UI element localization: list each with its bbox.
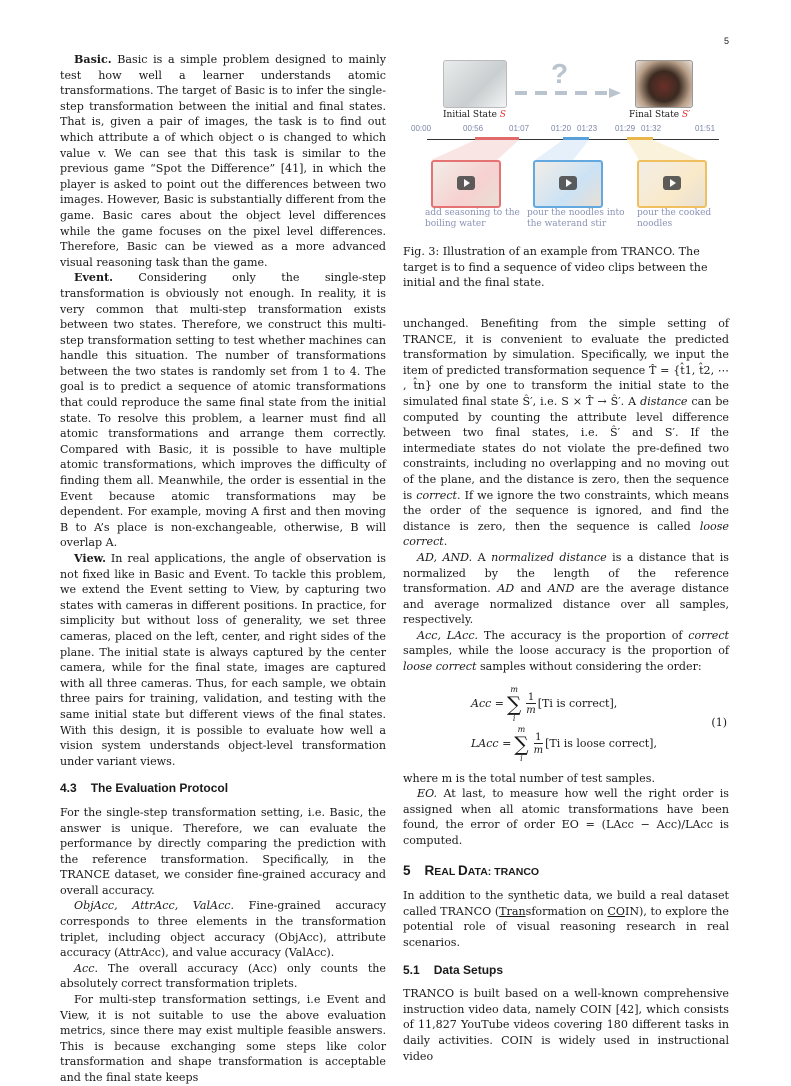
eval-p3-text: The overall accuracy (Acc) only counts the absolutely correct transformation triplets. [60,961,386,991]
clip-label-1: add seasoning to the boiling water [425,208,520,229]
frac-den: m [526,704,536,716]
initial-state-label [443,110,506,120]
eval-paragraph-1: For the single-step transformation setting, i.e. Basic, the answer is unique. Therefore, we can evaluate the performance by directly comparing the prediction with the reference transformation. Specifically, in the TRANCE dataset, we consider fine-grained accuracy and overall accuracy. [60,805,386,897]
video-clip-1[interactable] [431,160,501,208]
play-icon [457,176,475,190]
p6c: IN), to explore the potential role of visual reasoning research in real scenarios. [403,904,729,949]
eo-paragraph [403,786,729,848]
sum-upper: m [510,684,518,694]
event-heading: Event. [74,271,114,285]
p1d-text: . [443,535,448,549]
p2b: is a distance that is normalized by the length of the reference transformation. [403,550,729,596]
basic-heading: Basic. [74,53,112,66]
p2-lead: AD, AND. [417,550,473,564]
eq-acc-lhs: Acc = [471,696,504,710]
p5-lead: EO. [417,787,438,801]
initial-state-symbol: S [499,110,506,120]
tick-label: 01:29 [615,124,636,133]
p2-and: AND [547,582,575,596]
basic-text: Basic is a simple problem designed to mainly test how well a learner understands atomic transformations. The target of Basic is to infer the single-step transformation between the initial and final states. That is, given a pair of images, the task is to find out which attribute a of which object o is changed to which value v. We can see that this task is similar to the previous game “Spot the Difference” [41], in which the player is asked to point out the differences between two images. However, Basic is substantially different from the game. Basic cares about the object level differences while the game focuses on the pixel level differences. Therefore, Basic can be viewed as a more advanced visual reasoning task than the game. [60,53,386,269]
p1c-text: . If we ignore the two constraints, which means the order of the sequence is ignored, and find the distance is zero, then the sequence is called [403,488,729,533]
where-paragraph: where m is the total number of test samples. [403,771,655,785]
tick-label: 00:56 [463,124,484,133]
eval-p2-text: Fine-grained accuracy corresponds to three elements in the transformation triplet, including object accuracy (ObjAcc), attribute accuracy (AttrAcc), and value accuracy (ValAcc). [60,899,386,960]
tranco-intro-paragraph [403,888,729,950]
left-column [60,52,386,1086]
play-icon [663,176,681,190]
right-column [403,316,729,1064]
tick-label: 01:51 [695,124,716,133]
final-state-image [635,60,693,108]
tick-label: 01:20 [551,124,572,133]
section-title: Data Setups [433,962,504,977]
section-title: The Evaluation Protocol [90,781,229,796]
initial-state-text: Initial State [443,110,500,120]
fraction [526,692,535,716]
eq-lacc-row [471,725,657,763]
final-state-text: Final State [629,110,682,120]
section-number: 5.1 [403,962,420,977]
final-state-symbol: S′ [681,110,691,120]
tick-label: 01:07 [509,124,530,133]
section-number: 5 [403,862,411,878]
p2-ad: AD [497,582,515,596]
p1-distance: distance [640,394,688,408]
initial-state-image [443,60,507,108]
clip-connector-lines [403,138,733,162]
page-number: 5 [723,36,729,46]
sum-lower: i [512,713,516,723]
p1b-text: can be computed by counting the attribute level difference between two final states, i.e. Ŝ′ and S′. If the intermediate states do not violate the pre-defined two constraints, including no overlapping and no moving out of the plane, and the distance is zero, then the sequence is [403,394,729,502]
p1-text: unchanged. Benefiting from the simple setting of TRANCE, it is convenient to evaluate the predicted transformation by simulation. Specifically, we input the item of predicted transformation sequence T̂ = {t̂1, t̂2, ⋯ , t̂n} one by one to transform the initial state to the simulated final state Ŝ′, i.e. S × T̂ → Ŝ′. A [403,317,729,408]
p3-correct: correct [688,628,729,642]
section-5-1-heading [403,963,729,979]
sec5-a: R [424,862,435,878]
frac-num: 1 [527,691,535,703]
clip-label-3: pour the cooked noodles [637,208,712,229]
section-4-3-heading [60,781,386,797]
eval-p2-lead: ObjAcc, AttrAcc, ValAcc. [74,899,235,913]
p2a: A [472,550,492,564]
p2-nd: normalized distance [491,550,607,564]
video-clip-2[interactable] [533,160,603,208]
frac-num: 1 [535,731,542,743]
view-paragraph [60,551,386,769]
section-5-heading [403,863,729,881]
section-number: 4.3 [60,781,77,796]
video-clip-3[interactable] [637,160,707,208]
fraction [534,732,543,756]
play-icon [559,176,577,190]
ad-and-paragraph [403,550,729,628]
data-setups-paragraph: TRANCO is built based on a well-known comprehensive instruction video data, namely COIN [42], which consists of 11,827 YouTube videos covering 180 different tasks in daily activities. COIN is widely used in instructional video [403,987,729,1063]
p2c: and [514,582,548,596]
p2d: are the average distance and average normalized distance over all samples, respectively. [403,582,729,627]
sum-symbol: m ∑ i [506,684,522,723]
eval-p3-lead: Acc. [74,961,98,975]
p3-lead: Acc, LAcc. [417,628,479,642]
tick-label: 01:23 [577,124,598,133]
basic-paragraph [60,52,386,270]
event-paragraph [60,270,386,551]
figure-caption: Fig. 3: Illustration of an example from TRANCO. The target is to find a sequence of video clips between the initial and the final state. [403,245,708,290]
clip-label-2: pour the noodles into the waterand stir [527,208,625,229]
tick-label: 00:00 [411,124,432,133]
dashed-arrow-icon [515,88,621,98]
eval-paragraph-3 [60,961,386,992]
eval-paragraph-4: For multi-step transformation settings, i.e Event and View, it is not suitable to use the above evaluation metrics, since there may exist multiple feasible answers. This is because exchanging some steps like color transformation and shape transformation is acceptable and the final state keeps [60,993,386,1084]
sum-symbol: m ∑ i [514,724,529,763]
sec5-b: EAL [434,865,458,878]
eval-paragraph-2 [60,898,386,960]
eq-acc-rhs: [Ti is correct], [537,696,618,710]
sum-upper: m [517,724,526,734]
eq-lacc-lhs: LAcc = [471,736,512,750]
p3b: samples, while the loose accuracy is the proportion of [403,644,729,658]
p6-trans: Tran [499,904,526,918]
acc-lacc-paragraph [403,628,729,675]
eq-lacc-rhs: [Ti is loose correct], [545,736,657,750]
p6a: In addition to the synthetic data, we build a real dataset called TRANCO ( [403,889,729,918]
sec5-c: D [458,862,468,878]
sec5-d: ATA: TRANCO [467,865,540,878]
eq-acc-row [471,685,617,723]
final-state-label [629,110,690,120]
p6-co: CO [607,904,625,918]
p6b: sformation on [525,904,608,918]
figure-3 [403,52,733,242]
equation-number: (1) [711,715,727,729]
simulation-paragraph [403,316,729,550]
p3c: samples without considering the order: [476,660,702,674]
view-heading: View. [74,552,106,565]
p3a: The accuracy is the proportion of [478,628,689,642]
p3-loose: loose correct [403,660,477,674]
frac-den: m [533,744,544,756]
p1-correct: correct [416,488,458,502]
question-mark: ? [551,58,569,89]
sum-lower: i [520,753,523,763]
p5-text: At last, to measure how well the right order is assigned when all atomic transformations have been found, the error of order EO = (LAcc − Acc)/LAcc is computed. [403,787,729,848]
equation-1 [403,683,729,765]
tick-label: 01:32 [641,124,662,133]
p1-loose: loose correct [403,519,729,549]
event-text: Considering only the single-step transformation is obviously not enough. In reality, it is very common that multi-step transformation exists between two states. Therefore, we construct this multi-step transformation setting to test whether machines can handle this situation. The number of transformations between the two states is randomly set from 1 to 4. The goal is to predict a sequence of atomic transformations that could reproduce the same final state from the initial state. To resolve this problem, a learner must find all atomic transformations and arrange them correctly. Compared with Basic, it is possible to have multiple atomic transformations, which improves the difficulty of finding them all. Meanwhile, the order is essential in the Event because atomic transformations may be dependent. For example, moving A first and then moving B to A’s place is non-exchangeable, otherwise, B will overlap A. [60,271,386,550]
view-text: In real applications, the angle of observation is not fixed like in Basic and Event. To tackle this problem, we extend the Event setting to View, by capturing two states with cameras in different positions. In practice, for simplicity but without loss of generality, we set three cameras, placed on the left, center, and right sides of the plane. The initial state is always captured by the center camera, while for the final state, images are captured with all three cameras. Thus, for each sample, we obtain three pairs for training, validation, and testing with the same initial state but different views of the final states. With this design, it is possible to evaluate how well a vision system understands object-level transformation under variant views. [60,552,386,768]
